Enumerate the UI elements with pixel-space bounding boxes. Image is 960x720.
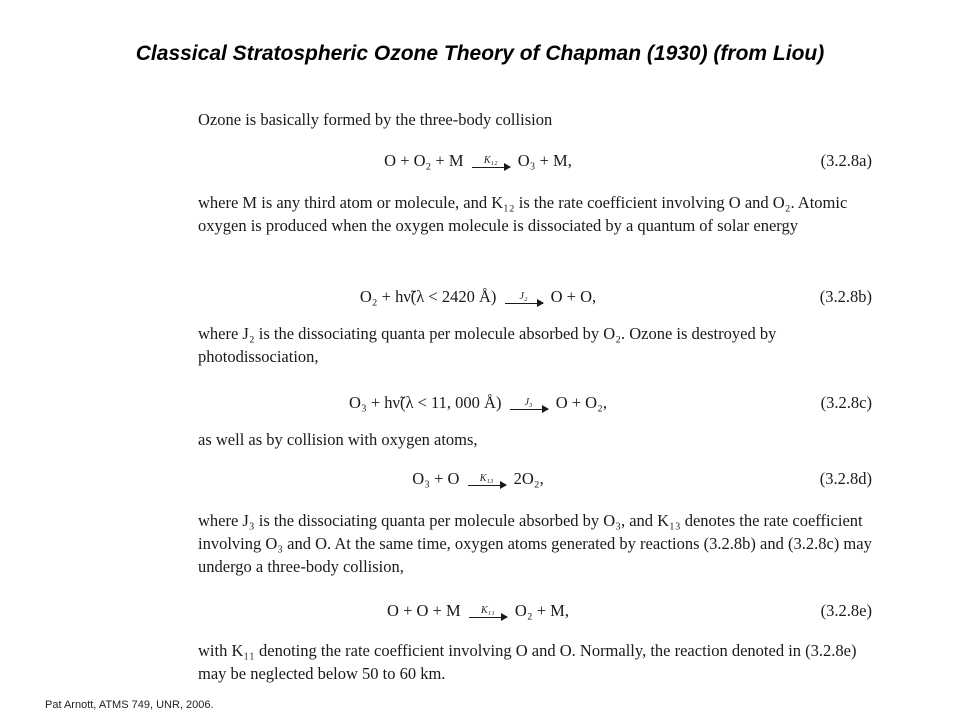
equation-rhs: O + O₂,	[555, 393, 607, 412]
equation-3-2-8a	[198, 149, 874, 179]
paragraph-intro: Ozone is basically formed by the three-body collision	[198, 110, 553, 129]
equation-lhs: O + O + M	[387, 601, 461, 620]
rate-label: J₂	[519, 291, 528, 303]
equation-formula	[198, 599, 758, 622]
equation-lhs: O₃ + O	[412, 469, 460, 488]
equation-number: (3.2.8b)	[819, 287, 872, 306]
reaction-arrow	[469, 606, 507, 618]
paragraph-oxygen-atoms: where J₃ is the dissociating quanta per molecule absorbed by O₃, and K₁₃ denotes the rate coefficient involving O₃ and O. At the same time, oxygen atoms generated by reactions (3.2.8b) and (3.2.8c) may undergo a three-body collision,	[198, 511, 872, 576]
equation-3-2-8e	[198, 599, 874, 629]
reaction-arrow	[468, 474, 506, 486]
equation-formula	[198, 467, 758, 490]
paragraph-photodissociation: where J₂ is the dissociating quanta per molecule absorbed by O₂. Ozone is destroyed by photodissociation,	[198, 324, 777, 366]
paragraph-collision: as well as by collision with oxygen atoms,	[198, 430, 478, 449]
footer-credit: Pat Arnott, ATMS 749, UNR, 2006.	[45, 699, 214, 711]
equation-lhs: O + O₂ + M	[384, 151, 464, 170]
paragraph-third-body: where M is any third atom or molecule, and K₁₂ is the rate coefficient involving O and O₂. Atomic oxygen is produced when the oxygen molecule is dissociated by a quantum of solar energy	[198, 193, 848, 235]
slide-title: Classical Stratospheric Ozone Theory of Chapman (1930) (from Liou)	[135, 42, 825, 65]
reaction-arrow	[505, 292, 543, 304]
equation-formula	[198, 149, 758, 172]
equation-rhs: O₃ + M,	[517, 151, 572, 170]
paragraph-conclusion: with K₁₁ denoting the rate coefficient involving O and O. Normally, the reaction denoted in (3.2.8e) may be neglected below 50 to 60 km.	[198, 641, 857, 683]
equation-lhs: O₂ + hν̃(λ < 2420 Å)	[359, 287, 497, 306]
equation-number: (3.2.8a)	[820, 151, 872, 170]
equation-formula	[198, 285, 758, 308]
reaction-arrow	[510, 398, 548, 410]
equation-rhs: 2O₂,	[513, 469, 544, 488]
equation-number: (3.2.8e)	[820, 601, 872, 620]
reaction-arrow	[472, 156, 510, 168]
equation-number: (3.2.8d)	[819, 469, 872, 488]
rate-label: K₁₂	[483, 155, 498, 167]
equation-rhs: O + O,	[550, 287, 597, 306]
rate-label: J₃	[524, 397, 533, 409]
equation-3-2-8d	[198, 467, 874, 497]
equation-rhs: O₂ + M,	[514, 601, 569, 620]
equation-3-2-8c	[198, 391, 874, 421]
equation-formula	[198, 391, 758, 414]
equation-lhs: O₃ + hν̃(λ < 11, 000 Å)	[349, 393, 502, 412]
rate-label: K₁₃	[479, 473, 494, 485]
rate-label: K₁₁	[480, 605, 495, 617]
equation-3-2-8b	[198, 285, 874, 315]
equation-number: (3.2.8c)	[820, 393, 872, 412]
